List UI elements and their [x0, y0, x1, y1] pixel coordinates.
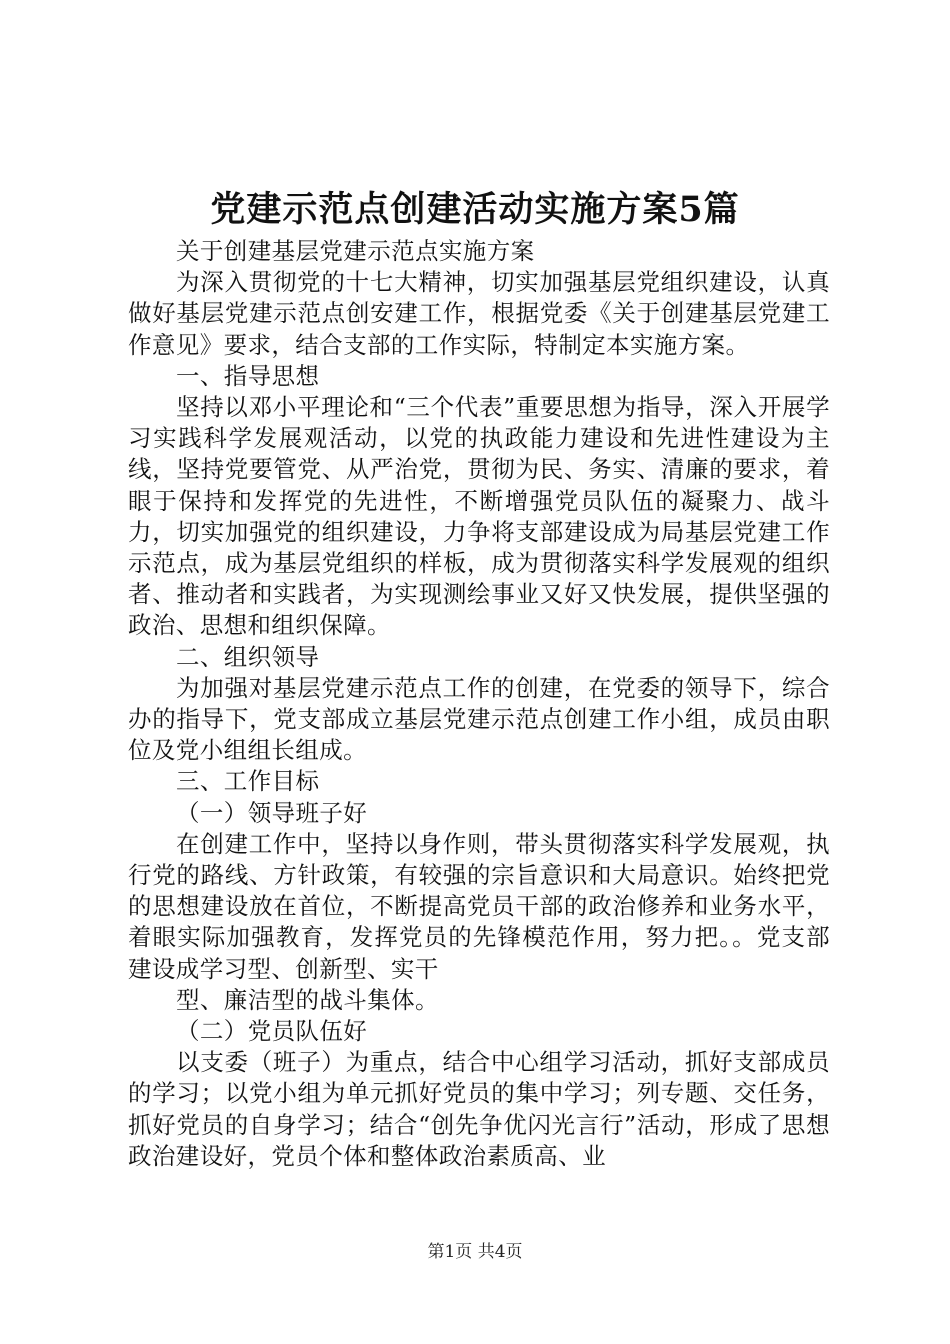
- section-heading-organization: 二、组织领导: [176, 642, 320, 671]
- subsection-heading-party-members: （二）党员队伍好: [176, 1017, 368, 1046]
- section-heading-guiding-ideology: 一、指导思想: [176, 361, 320, 390]
- paragraph-subtitle: 关于创建基层党建示范点实施方案: [176, 237, 535, 265]
- subsection-heading-leadership: （一）领导班子好: [176, 798, 368, 827]
- paragraph-guiding-ideology: 坚持以邓小平理论和“三个代表”重要思想为指导，深入开展学习实践科学发展观活动，以党的执政能力建设和先进性建设为主线，坚持党要管党、从严治党，贯彻为民、务实、清廉的要求，着眼于保持和发挥党的先进性，不断增强党员队伍的凝聚力、战斗力，切实加强党的组织建设，力争将支部建设成为局基层党建工作示范点，成为基层党组织的样板，成为贯彻落实科学发展观的组织者、推动者和实践者，为实现测绘事业又好又快发展，提供坚强的政治、思想和组织保障。: [128, 393, 830, 640]
- paragraph-leadership-continued: 型、廉洁型的战斗集体。: [176, 985, 439, 1014]
- paragraph-leadership: 在创建工作中，坚持以身作则，带头贯彻落实科学发展观，执行党的路线、方针政策，有较强的宗旨意识和大局意识。始终把党的思想建设放在首位，不断提高党员干部的政治修养和业务水平，着眼实际加强教育，发挥党员的先锋模范作用，努力把。。党支部建设成学习型、创新型、实干: [128, 829, 830, 983]
- document-body: [128, 236, 830, 1172]
- paragraph-intro: 为深入贯彻党的十七大精神，切实加强基层党组织建设，认真做好基层党建示范点创安建工作，根据党委《关于创建基层党建工作意见》要求，结合支部的工作实际，特制定本实施方案。: [128, 268, 830, 359]
- document-title: 党建示范点创建活动实施方案5篇: [210, 189, 740, 230]
- page-number-footer: 第1页 共4页: [427, 1242, 523, 1262]
- paragraph-party-members: 以支委（班子）为重点，结合中心组学习活动，抓好支部成员的学习；以党小组为单元抓好党员的集中学习；列专题、交任务，抓好党员的自身学习；结合“创先争优闪光言行”活动，形成了思想政治建设好，党员个体和整体政治素质高、业: [128, 1048, 830, 1170]
- paragraph-organization: 为加强对基层党建示范点工作的创建，在党委的领导下，综合办的指导下，党支部成立基层党建示范点创建工作小组，成员由职位及党小组组长组成。: [128, 673, 830, 765]
- section-heading-work-goals: 三、工作目标: [176, 767, 320, 796]
